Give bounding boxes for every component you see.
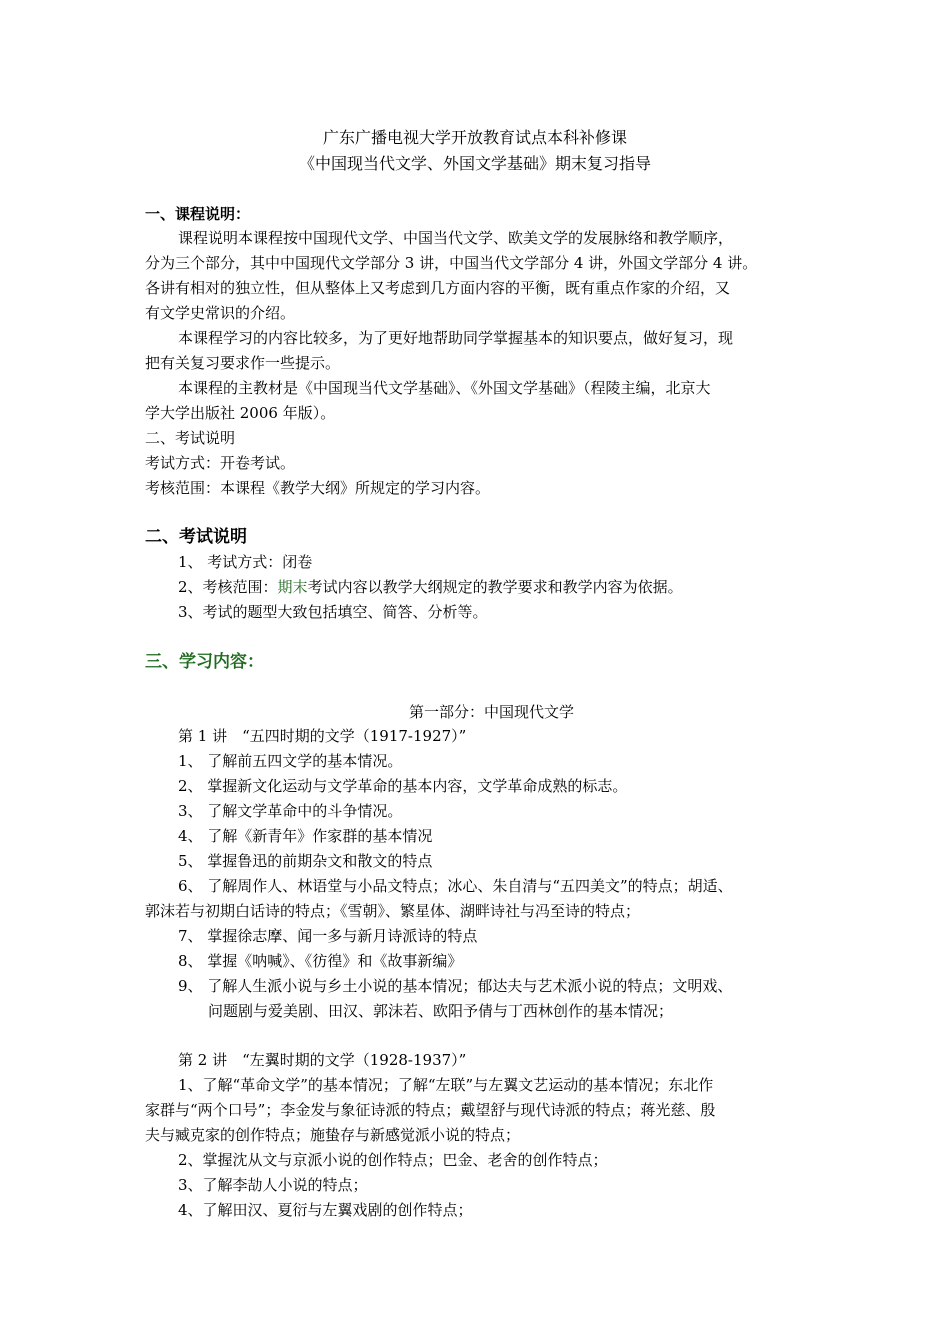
- doc-title-line1: 广东广播电视大学开放教育试点本科补修课: [322, 128, 627, 147]
- list-item: 夫与臧克家的创作特点；施蛰存与新感觉派小说的特点；: [145, 1126, 521, 1144]
- paragraph-line: 各讲有相对的独立性，但从整体上又考虑到几方面内容的平衡，既有重点作家的介绍，又: [145, 279, 731, 297]
- list-item: 1、 了解前五四文学的基本情况。: [178, 752, 403, 770]
- section2-heading: 二、考试说明: [145, 527, 247, 547]
- exam-item-prefix: 2、考核范围：: [178, 578, 278, 596]
- exam-method: 考试方式：开卷考试。: [145, 454, 296, 472]
- section3-heading: 三、学习内容：: [145, 652, 264, 672]
- list-item: 9、 了解人生派小说与乡土小说的基本情况；郁达夫与艺术派小说的特点；文明戏、: [178, 977, 733, 995]
- exam-item-rest: 考试内容以教学大纲规定的教学要求和教学内容为依据。: [307, 578, 683, 596]
- list-item: 3、 了解文学革命中的斗争情况。: [178, 802, 403, 820]
- list-item: 2、掌握沈从文与京派小说的创作特点；巴金、老舍的创作特点；: [178, 1151, 608, 1169]
- lecture-title: 第 2 讲 “左翼时期的文学（1928-1937）”: [178, 1051, 467, 1069]
- paragraph-line: 分为三个部分，其中中国现代文学部分 3 讲，中国当代文学部分 4 讲，外国文学部分 4 讲。: [145, 254, 758, 272]
- list-item: 3、了解李劼人小说的特点；: [178, 1176, 368, 1194]
- list-item: 6、 了解周作人、林语堂与小品文特点；冰心、朱自清与“五四美文”的特点；胡适、: [178, 877, 733, 895]
- paragraph-line: 本课程的主教材是《中国现当代文学基础》、《外国文学基础》（程陵主编，北京大: [178, 379, 711, 397]
- list-item: 家群与“两个口号”；李金发与象征诗派的特点；戴望舒与现代诗派的特点；蒋光慈、殷: [145, 1101, 716, 1119]
- list-item: 4、 了解《新青年》作家群的基本情况: [178, 827, 433, 845]
- list-item: 1、了解“革命文学”的基本情况；了解“左联”与左翼文艺运动的基本情况；东北作: [178, 1076, 714, 1094]
- paragraph-line: 课程说明本课程按中国现代文学、中国当代文学、欧美文学的发展脉络和教学顺序，: [178, 229, 734, 247]
- paragraph-line: 本课程学习的内容比较多，为了更好地帮助同学掌握基本的知识要点，做好复习，现: [178, 329, 734, 347]
- list-item: 2、 掌握新文化运动与文学革命的基本内容，文学革命成熟的标志。: [178, 777, 628, 795]
- list-item: 问题剧与爱美剧、田汉、郭沫若、欧阳予倩与丁西林创作的基本情况；: [208, 1002, 674, 1020]
- exam-item: 1、 考试方式：闭卷: [178, 553, 313, 571]
- paragraph-line: 学大学出版社 2006 年版）。: [145, 404, 336, 422]
- part-title: 第一部分：中国现代文学: [408, 703, 574, 721]
- list-item: 5、 掌握鲁迅的前期杂文和散文的特点: [178, 852, 433, 870]
- list-item: 7、 掌握徐志摩、闻一多与新月诗派诗的特点: [178, 927, 478, 945]
- section1-heading: 一、课程说明：: [145, 205, 251, 223]
- paragraph-line: 把有关复习要求作一些提示。: [145, 354, 341, 372]
- paragraph-line: 有文学史常识的介绍。: [145, 304, 296, 322]
- list-item: 郭沫若与初期白话诗的特点；《雪朝》、繁星体、湖畔诗社与冯至诗的特点；: [145, 902, 641, 920]
- doc-title-line2: 《中国现当代文学、外国文学基础》期末复习指导: [298, 154, 651, 173]
- list-item: 4、了解田汉、夏衍与左翼戏剧的创作特点；: [178, 1201, 473, 1219]
- highlight-term: 期末: [277, 578, 308, 596]
- exam-item: 3、考试的题型大致包括填空、简答、分析等。: [178, 603, 488, 621]
- exam-scope: 考核范围：本课程《教学大纲》所规定的学习内容。: [145, 479, 491, 497]
- lecture-title: 第 1 讲 “五四时期的文学（1917-1927）”: [178, 727, 467, 745]
- sub-heading: 二、考试说明: [145, 429, 236, 447]
- list-item: 8、 掌握《呐喊》、《彷徨》和《故事新编》: [178, 952, 463, 970]
- exam-item: [178, 575, 683, 600]
